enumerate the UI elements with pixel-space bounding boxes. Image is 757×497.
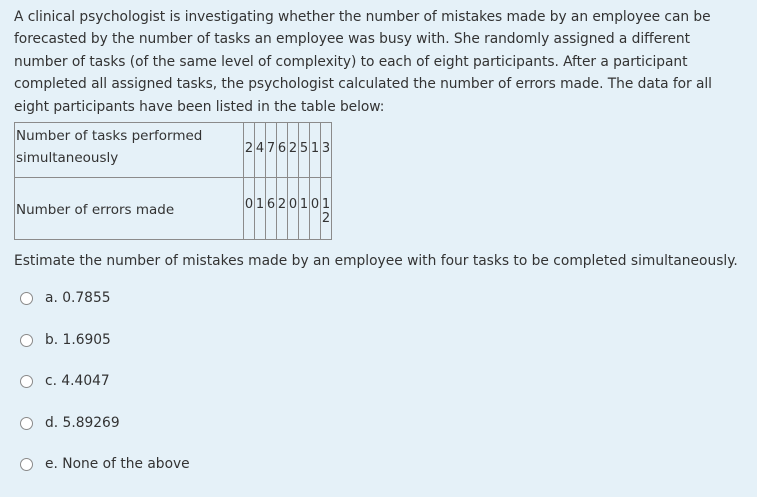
tasks-cell: 2	[288, 123, 299, 178]
option-label: e. None of the above	[45, 456, 190, 472]
tasks-cell: 5	[299, 123, 310, 178]
errors-cell-digit: 1	[321, 197, 331, 213]
errors-cell: 0	[310, 178, 321, 240]
table-row-errors	[15, 178, 332, 240]
errors-cell: 0	[288, 178, 299, 240]
option-b[interactable]	[20, 330, 190, 372]
question-text: A clinical psychologist is investigating whether the number of mistakes made by an employee can be forecasted by the number of tasks an employee was busy with. She randomly assigned a different number of tasks (of the same level of complexity) to each of eight participants. After a participant completed all assigned tasks, the psychologist calculated the number of errors made. The data for all eight participants have been listed in the table below:	[14, 9, 712, 115]
tasks-cell: 6	[277, 123, 288, 178]
errors-cell-wrapped	[321, 178, 332, 240]
option-e[interactable]	[20, 454, 190, 496]
estimate-prompt: Estimate the number of mistakes made by an employee with four tasks to be completed simultaneously.	[14, 253, 738, 270]
errors-cell: 1	[255, 178, 266, 240]
answer-options	[20, 288, 190, 496]
option-label: a. 0.7855	[45, 290, 111, 306]
radio-button[interactable]	[20, 375, 33, 388]
table-row-tasks	[15, 123, 332, 178]
option-c[interactable]	[20, 371, 190, 413]
option-label: c. 4.4047	[45, 373, 110, 389]
errors-cell: 0	[244, 178, 255, 240]
radio-button[interactable]	[20, 292, 33, 305]
radio-button[interactable]	[20, 458, 33, 471]
tasks-cell: 1	[310, 123, 321, 178]
option-label: b. 1.6905	[45, 331, 111, 348]
errors-cell: 2	[277, 178, 288, 240]
tasks-cell: 2	[244, 123, 255, 178]
data-table	[14, 122, 332, 240]
tasks-cell: 7	[266, 123, 277, 178]
option-a[interactable]	[20, 288, 190, 330]
radio-button[interactable]	[20, 334, 33, 347]
row-label-tasks: Number of tasks performed simultaneously	[15, 123, 244, 178]
errors-cell-digit: 2	[321, 211, 331, 227]
option-label: d. 5.89269	[45, 414, 120, 431]
tasks-cell: 3	[321, 123, 332, 178]
radio-button[interactable]	[20, 417, 33, 430]
question-block	[14, 6, 744, 272]
errors-cell-value	[321, 198, 331, 226]
errors-cell: 1	[299, 178, 310, 240]
row-label-errors: Number of errors made	[15, 178, 244, 240]
tasks-cell: 4	[255, 123, 266, 178]
errors-cell: 6	[266, 178, 277, 240]
option-d[interactable]	[20, 413, 190, 455]
